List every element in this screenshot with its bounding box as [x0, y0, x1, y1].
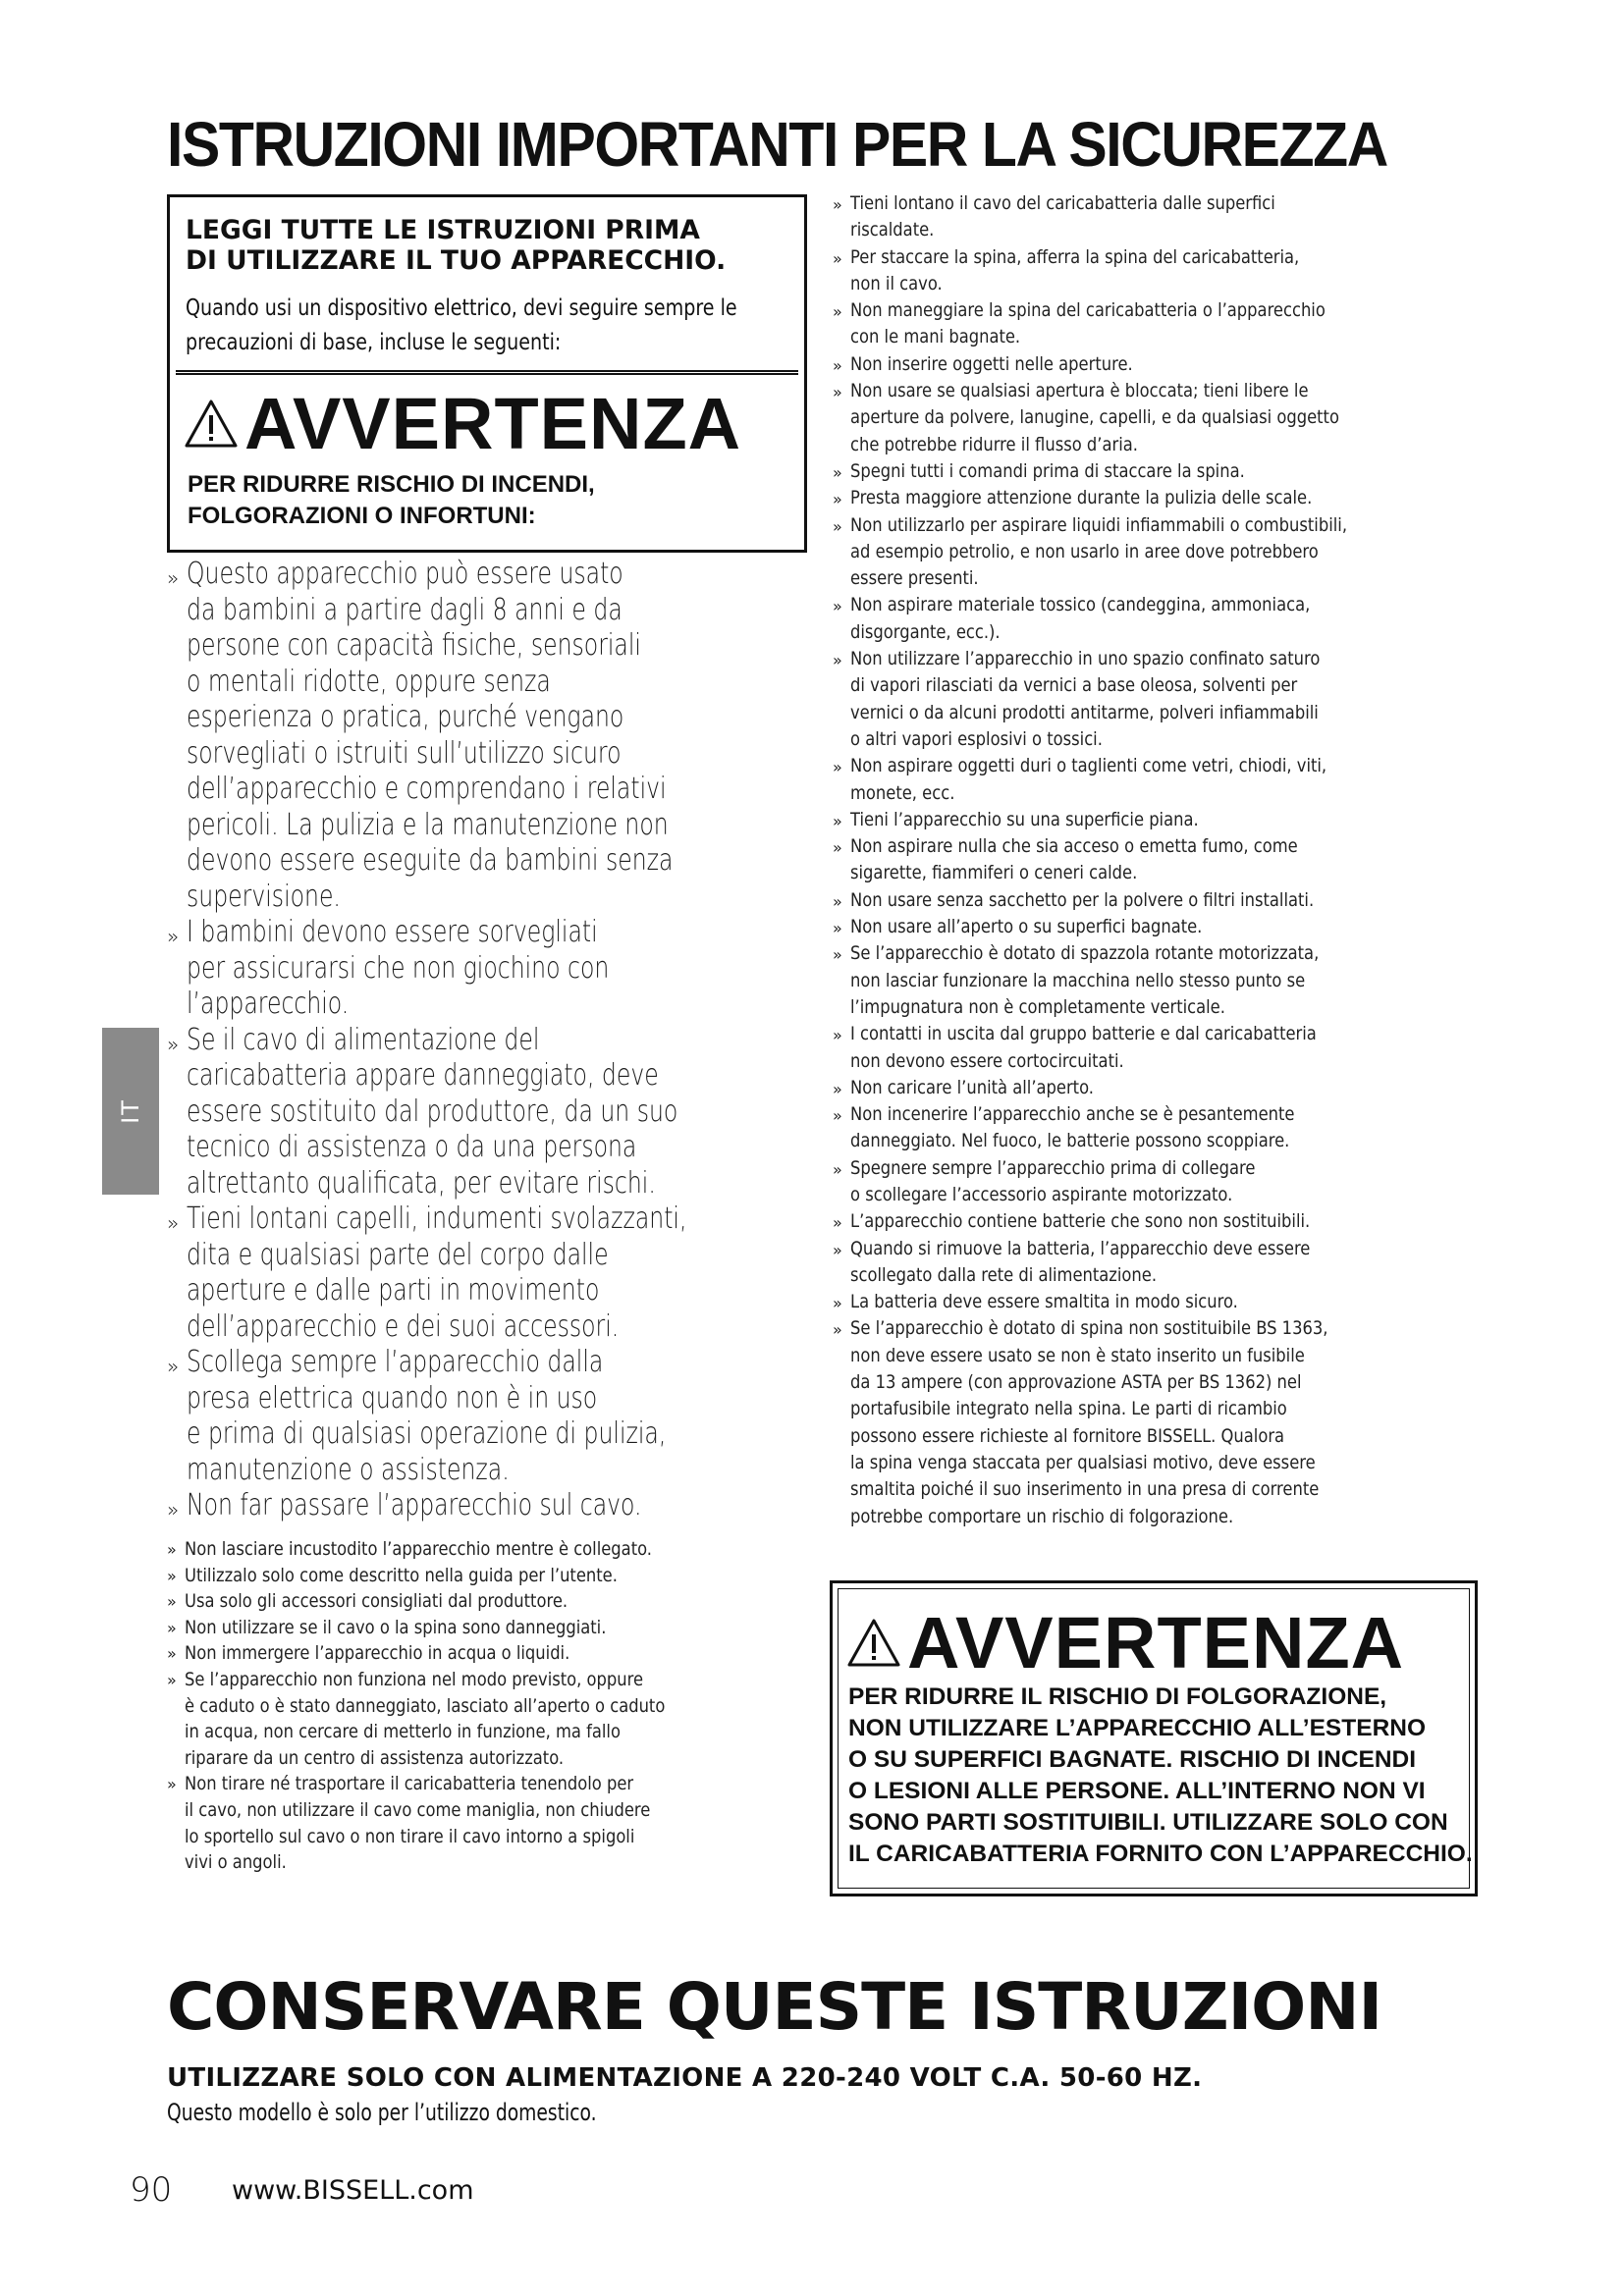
list-item-line: Spegni tutti i comandi prima di staccare la spina.	[850, 459, 1245, 482]
list-item-text	[850, 753, 1467, 807]
domestic-use-note: Questo modello è solo per l’utilizzo domestico.	[167, 2099, 597, 2126]
list-item-line: dell’apparecchio e dei suoi accessori.	[187, 1308, 620, 1344]
bullet-marker: »	[167, 1592, 177, 1612]
list-item	[167, 915, 815, 1023]
list-item-line: Non aspirare oggetti duri o taglienti come vetri, chiodi, viti,	[850, 755, 1327, 777]
list-item-text	[850, 807, 1467, 833]
list-item-text	[850, 485, 1467, 511]
list-item-text	[187, 557, 834, 915]
list-item-text	[850, 1155, 1467, 1209]
list-item-line: ad esempio petrolio, e non usarlo in aree dove potrebbero	[850, 540, 1319, 562]
list-item-line: presa elettrica quando non è in uso	[187, 1380, 598, 1415]
list-item-line: altrettanto qualificata, per evitare rischi.	[187, 1165, 656, 1201]
list-item-line: l’impugnatura non è completamente verticale.	[850, 995, 1225, 1018]
bullet-marker: »	[833, 462, 842, 482]
page-title: ISTRUZIONI IMPORTANTI PER LA SICUREZZA	[167, 109, 1387, 180]
list-item-text	[850, 1021, 1467, 1075]
list-item-line: non devono essere cortocircuitati.	[850, 1049, 1124, 1072]
list-item-line: Non maneggiare la spina del caricabatteria o l’apparecchio	[850, 299, 1326, 322]
list-item	[833, 512, 1481, 593]
list-item-line: Non incenerire l’apparecchio anche se è pesantemente	[850, 1103, 1295, 1126]
list-item-text	[850, 512, 1467, 593]
list-item	[833, 458, 1481, 485]
list-item-line: possono essere richieste al fornitore BISSELL. Qualora	[850, 1424, 1285, 1447]
bullet-marker: »	[833, 811, 842, 830]
list-item-text	[850, 646, 1467, 753]
box-divider	[176, 370, 798, 375]
bullet-marker: »	[833, 891, 842, 911]
list-item-line: persone con capacità fisiche, sensoriali	[187, 628, 641, 663]
list-item-text	[850, 887, 1467, 914]
bullet-marker: »	[833, 355, 842, 375]
list-item-line: essere presenti.	[850, 567, 979, 590]
list-item-line: aperture e dalle parti in movimento	[187, 1273, 600, 1308]
warning-word: AVVERTENZA	[907, 1602, 1405, 1683]
bullet-marker: »	[833, 1079, 842, 1098]
list-item-line: Non usare all’aperto o su superfici bagnate.	[850, 916, 1203, 938]
list-item-line: non il cavo.	[850, 272, 943, 294]
list-item-line: Non utilizzare se il cavo o la spina sono danneggiati.	[185, 1616, 607, 1638]
list-item-text	[850, 1101, 1467, 1155]
read-instructions-box	[167, 194, 807, 553]
bullet-marker: »	[833, 1240, 842, 1259]
list-item-text	[850, 1075, 1467, 1101]
list-item-line: o mentali ridotte, oppure senza	[187, 664, 551, 699]
list-item	[167, 1667, 815, 1771]
list-item	[167, 1488, 815, 1524]
list-item	[167, 1640, 815, 1667]
list-item-line: Quando si rimuove la batteria, l’apparecchio deve essere	[850, 1237, 1311, 1259]
list-item-line: Tieni lontano il cavo del caricabatteria dalle superfici	[850, 192, 1275, 214]
bullet-marker: »	[167, 1540, 177, 1559]
warning-line: O LESIONI ALLE PERSONE. ALL’INTERNO NON VI	[848, 1778, 1426, 1804]
language-tab-label: IT	[117, 1098, 144, 1124]
warning-body	[848, 1682, 1477, 1870]
read-heading-line: LEGGI TUTTE LE ISTRUZIONI PRIMA	[186, 215, 700, 245]
list-item	[167, 1023, 815, 1202]
list-item	[833, 1236, 1481, 1290]
list-item	[833, 1155, 1481, 1209]
list-item	[833, 378, 1481, 458]
list-item-line: Non inserire oggetti nelle aperture.	[850, 352, 1133, 375]
list-item-text	[850, 1208, 1467, 1235]
list-item-line: manutenzione o assistenza.	[187, 1452, 510, 1487]
read-intro-line: Quando usi un dispositivo elettrico, devi seguire sempre le	[186, 295, 737, 321]
list-item-line: di vapori rilasciati da vernici a base oleosa, solventi per	[850, 674, 1298, 697]
read-heading-line: DI UTILIZZARE IL TUO APPARECCHIO.	[186, 245, 727, 277]
list-item-line: o scollegare l’accessorio aspirante motorizzato.	[850, 1183, 1233, 1205]
bullet-marker: »	[833, 1026, 842, 1045]
list-item-line: Non tirare né trasportare il caricabatteria tenendolo per	[185, 1773, 634, 1795]
list-item-text	[850, 297, 1467, 351]
list-item-line: Questo apparecchio può essere usato	[187, 557, 623, 591]
list-item-line: Non lasciare incustodito l’apparecchio mentre è collegato.	[185, 1538, 653, 1560]
list-item-line: caricabatteria appare danneggiato, deve	[187, 1058, 659, 1093]
bullet-marker: »	[167, 1566, 177, 1585]
bullet-marker: »	[167, 1211, 180, 1235]
list-item-line: sorvegliati o istruiti sull’utilizzo sicuro	[187, 735, 622, 771]
list-item-line: I contatti in uscita dal gruppo batterie e dal caricabatteria	[850, 1023, 1317, 1045]
list-item-line: dell’apparecchio e comprendano i relativi	[187, 772, 667, 806]
warning-triangle-icon	[184, 399, 239, 450]
list-item-line: per assicurarsi che non giochino con	[187, 950, 610, 986]
read-intro	[186, 292, 788, 359]
list-item-line: che potrebbe ridurre il flusso d’aria.	[850, 433, 1138, 455]
list-item-line: la spina venga staccata per qualsiasi motivo, deve essere	[850, 1451, 1316, 1473]
list-item	[833, 1289, 1481, 1315]
list-item-text	[185, 1615, 801, 1641]
list-item-line: Se l’apparecchio non funziona nel modo previsto, oppure	[185, 1668, 644, 1690]
list-item-text	[187, 1345, 834, 1488]
list-item	[833, 887, 1481, 914]
list-item-line: dita e qualsiasi parte del corpo dalle	[187, 1237, 609, 1272]
list-item-line: Non usare se qualsiasi apertura è bloccata; tieni libere le	[850, 380, 1309, 402]
list-item-line: lo sportello sul cavo o non tirare il cavo intorno a spigoli	[185, 1825, 635, 1847]
list-item-line: supervisione.	[187, 879, 341, 914]
list-item	[833, 1315, 1481, 1529]
list-item-line: riscaldate.	[850, 219, 935, 241]
list-item-line: danneggiato. Nel fuoco, le batterie possono scoppiare.	[850, 1130, 1290, 1152]
list-item-line: Tieni l’apparecchio su una superficie piana.	[850, 808, 1199, 830]
list-item-text	[850, 1315, 1467, 1529]
list-item	[167, 557, 815, 915]
list-item	[167, 1536, 815, 1563]
list-item-line: Non utilizzare l’apparecchio in uno spazio confinato saturo	[850, 648, 1321, 670]
list-item	[833, 646, 1481, 753]
bullet-marker: »	[167, 1032, 180, 1056]
list-item	[833, 1075, 1481, 1101]
list-item-line: vernici o da alcuni prodotti antitarme, polveri infiammabili	[850, 701, 1319, 723]
list-item	[833, 940, 1481, 1021]
list-item	[167, 1771, 815, 1875]
bullet-marker: »	[833, 1159, 842, 1179]
bullet-marker: »	[833, 758, 842, 777]
list-item-line: sigarette, fiammiferi o ceneri calde.	[850, 862, 1138, 884]
list-item-line: potrebbe comportare un rischio di folgorazione.	[850, 1505, 1234, 1527]
list-item-line: Per staccare la spina, afferra la spina del caricabatteria,	[850, 245, 1300, 268]
list-item-line: devono essere eseguite da bambini senza	[187, 843, 674, 878]
bullet-marker: »	[833, 945, 842, 965]
list-item-line: La batteria deve essere smaltita in modo sicuro.	[850, 1291, 1238, 1313]
list-item-text	[850, 190, 1467, 244]
list-item-line: da bambini a partire dagli 8 anni e da	[187, 592, 623, 627]
list-item-text	[185, 1588, 801, 1615]
list-item-text	[185, 1640, 801, 1667]
list-item-line: Usa solo gli accessori consigliati dal produttore.	[185, 1590, 568, 1613]
list-item-line: Non far passare l’apparecchio sul cavo.	[187, 1488, 642, 1522]
bullet-marker: »	[833, 383, 842, 402]
bullet-marker: »	[167, 925, 180, 948]
list-item	[167, 1563, 815, 1589]
list-item-line: non lasciar funzionare la macchina nello stesso punto se	[850, 969, 1306, 991]
list-item-line: non deve essere usato se non è stato inserito un fusibile	[850, 1344, 1305, 1366]
list-item	[833, 190, 1481, 244]
list-item-line: l’apparecchio.	[187, 987, 350, 1021]
bullet-marker: »	[167, 1775, 177, 1794]
bullet-marker: »	[833, 302, 842, 322]
warning-line: O SU SUPERFICI BAGNATE. RISCHIO DI INCENDI	[848, 1746, 1417, 1773]
large-safety-list	[167, 557, 815, 1524]
list-item-line: monete, ecc.	[850, 781, 955, 804]
list-item-text	[850, 458, 1467, 485]
bullet-marker: »	[833, 1320, 842, 1340]
list-item-line: Tieni lontani capelli, indumenti svolazzanti,	[187, 1201, 687, 1236]
bullet-marker: »	[833, 1106, 842, 1126]
list-item-line: essere sostituito dal produttore, da un suo	[187, 1094, 678, 1129]
electric-shock-warning-box	[830, 1580, 1478, 1896]
list-item-line: L’apparecchio contiene batterie che sono non sostituibili.	[850, 1210, 1311, 1233]
warning-subtitle	[188, 469, 796, 533]
warning-line: SONO PARTI SOSTITUIBILI. UTILIZZARE SOLO CON	[848, 1809, 1448, 1836]
list-item-line: Se il cavo di alimentazione del	[187, 1022, 540, 1057]
list-item-text	[850, 940, 1467, 1021]
bullet-marker: »	[833, 651, 842, 670]
list-item-line: riparare da un centro di assistenza autorizzato.	[185, 1746, 565, 1769]
list-item-text	[187, 1201, 834, 1345]
bullet-marker: »	[167, 1670, 177, 1689]
warning-subtitle-line: FOLGORAZIONI O INFORTUNI:	[188, 503, 536, 530]
list-item-line: o altri vapori esplosivi o tossici.	[850, 727, 1103, 750]
list-item-line: Non immergere l’apparecchio in acqua o liquidi.	[185, 1642, 570, 1665]
list-item	[833, 753, 1481, 807]
list-item-text	[185, 1563, 801, 1589]
list-item-text	[187, 915, 834, 1023]
list-item-line: è caduto o è stato danneggiato, lasciato all’aperto o caduto	[185, 1694, 666, 1717]
warning-header	[846, 1602, 1405, 1683]
bullet-marker: »	[833, 1294, 842, 1313]
list-item	[833, 833, 1481, 887]
warning-header	[184, 383, 742, 464]
list-item-line: Non aspirare nulla che sia acceso o emetta fumo, come	[850, 835, 1298, 858]
read-intro-line: precauzioni di base, incluse le seguenti:	[186, 329, 562, 355]
list-item	[167, 1345, 815, 1488]
list-item-line: vivi o angoli.	[185, 1851, 287, 1874]
bullet-marker: »	[833, 1213, 842, 1233]
list-item-line: smaltita poiché il suo inserimento in una presa di corrente	[850, 1478, 1320, 1501]
list-item	[167, 1201, 815, 1345]
bullet-marker: »	[833, 195, 842, 214]
small-safety-list-right	[833, 190, 1481, 1530]
list-item-line: Se l’apparecchio è dotato di spazzola rotante motorizzata,	[850, 942, 1320, 965]
list-item-text	[185, 1667, 801, 1771]
bullet-marker: »	[167, 566, 180, 590]
list-item	[833, 351, 1481, 378]
list-item-text	[850, 833, 1467, 887]
list-item-text	[850, 244, 1467, 298]
list-item	[833, 592, 1481, 646]
bullet-marker: »	[833, 597, 842, 616]
list-item	[833, 914, 1481, 940]
save-instructions-title: CONSERVARE QUESTE ISTRUZIONI	[167, 1969, 1382, 2045]
list-item-line: portafusibile integrato nella spina. Le parti di ricambio	[850, 1398, 1287, 1420]
website-link[interactable]: www.BISSELL.com	[232, 2175, 474, 2206]
bullet-marker: »	[833, 248, 842, 268]
list-item-line: in acqua, non cercare di metterlo in funzione, ma fallo	[185, 1721, 621, 1743]
warning-line: NON UTILIZZARE L’APPARECCHIO ALL’ESTERNO	[848, 1715, 1427, 1741]
list-item-line: disgorgante, ecc.).	[850, 620, 1001, 643]
bullet-marker: »	[167, 1355, 180, 1378]
list-item-text	[187, 1023, 834, 1202]
list-item	[833, 485, 1481, 511]
list-item-line: il cavo, non utilizzare il cavo come maniglia, non chiudere	[185, 1798, 651, 1821]
bullet-marker: »	[833, 490, 842, 509]
list-item	[833, 1021, 1481, 1075]
list-item	[833, 297, 1481, 351]
list-item-text	[850, 1289, 1467, 1315]
list-item-text	[850, 351, 1467, 378]
list-item-line: aperture da polvere, lanugine, capelli, e da qualsiasi oggetto	[850, 406, 1339, 429]
list-item-line: Non utilizzarlo per aspirare liquidi infiammabili o combustibili,	[850, 513, 1348, 536]
list-item-line: esperienza o pratica, purché vengano	[187, 700, 624, 734]
list-item-text	[850, 592, 1467, 646]
voltage-note: UTILIZZARE SOLO CON ALIMENTAZIONE A 220-240 VOLT C.A. 50-60 HZ.	[167, 2063, 1203, 2093]
list-item-line: con le mani bagnate.	[850, 326, 1021, 348]
list-item-line: pericoli. La pulizia e la manutenzione non	[187, 807, 669, 842]
list-item-line: e prima di qualsiasi operazione di pulizia,	[187, 1416, 667, 1451]
warning-line: PER RIDURRE IL RISCHIO DI FOLGORAZIONE,	[848, 1683, 1387, 1710]
bullet-marker: »	[833, 516, 842, 536]
list-item	[833, 807, 1481, 833]
read-heading	[186, 215, 794, 277]
warning-word: AVVERTENZA	[244, 383, 742, 464]
list-item-text	[185, 1536, 801, 1563]
list-item	[167, 1588, 815, 1615]
list-item-text	[187, 1488, 834, 1524]
language-tab	[102, 1028, 159, 1195]
list-item-line: Scollega sempre l’apparecchio dalla	[187, 1345, 604, 1379]
list-item-text	[850, 1236, 1467, 1290]
list-item	[833, 244, 1481, 298]
warning-subtitle-line: PER RIDURRE RISCHIO DI INCENDI,	[188, 471, 595, 498]
list-item-text	[850, 378, 1467, 458]
list-item	[833, 1208, 1481, 1235]
list-item-line: I bambini devono essere sorvegliati	[187, 915, 598, 949]
list-item	[167, 1615, 815, 1641]
bullet-marker: »	[833, 919, 842, 938]
warning-line: IL CARICABATTERIA FORNITO CON L’APPARECCHIO.	[848, 1841, 1473, 1867]
list-item-line: scollegato dalla rete di alimentazione.	[850, 1263, 1158, 1286]
list-item-text	[185, 1771, 801, 1875]
warning-triangle-icon	[846, 1618, 901, 1669]
list-item-line: da 13 ampere (con approvazione ASTA per BS 1362) nel	[850, 1371, 1302, 1394]
bullet-marker: »	[167, 1498, 180, 1522]
list-item-line: Non aspirare materiale tossico (candeggina, ammoniaca,	[850, 594, 1311, 616]
list-item-line: Non caricare l’unità all’aperto.	[850, 1076, 1094, 1098]
list-item-line: Non usare senza sacchetto per la polvere o filtri installati.	[850, 888, 1315, 911]
small-safety-list-left	[167, 1536, 815, 1876]
list-item-line: Presta maggiore attenzione durante la pulizia delle scale.	[850, 487, 1313, 509]
page-number: 90	[130, 2170, 173, 2210]
bullet-marker: »	[167, 1618, 177, 1637]
list-item-text	[850, 914, 1467, 940]
list-item-line: Se l’apparecchio è dotato di spina non sostituibile BS 1363,	[850, 1317, 1328, 1340]
list-item-line: Spegnere sempre l’apparecchio prima di collegare	[850, 1156, 1256, 1179]
list-item-line: Utilizzalo solo come descritto nella guida per l’utente.	[185, 1564, 618, 1586]
bullet-marker: »	[833, 838, 842, 858]
list-item	[833, 1101, 1481, 1155]
list-item-line: tecnico di assistenza o da una persona	[187, 1130, 637, 1164]
bullet-marker: »	[167, 1644, 177, 1664]
